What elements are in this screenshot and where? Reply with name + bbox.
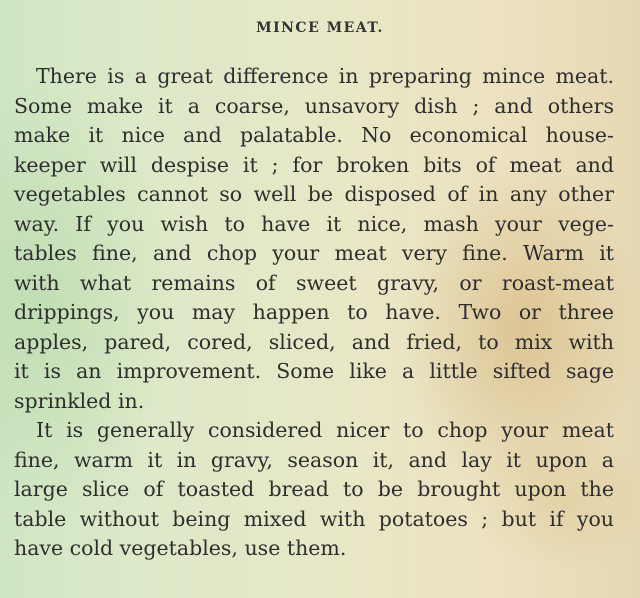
text-line: drippings, you may happen to have. Two or three <box>14 300 614 324</box>
text-line: vegetables cannot so well be disposed of in any other <box>14 182 614 206</box>
text-line: Some make it a coarse, unsavory dish ; and others <box>14 93 614 118</box>
text-line: large slice of toasted bread to be brought upon the <box>14 477 614 501</box>
text-line: sprinkled in. <box>14 388 145 413</box>
text-line: tables fine, and chop your meat very fine. Warm it <box>14 241 614 265</box>
text-line: it is an improvement. Some like a little sifted sage <box>14 359 614 383</box>
text-line: apples, pared, cored, sliced, and fried, to mix with <box>14 329 614 354</box>
text-line: It is generally considered nicer to chop your meat <box>36 418 614 442</box>
recipe-text <box>14 62 614 564</box>
text-line: fine, warm it in gravy, season it, and lay it upon a <box>14 447 614 472</box>
text-line: have cold vegetables, use them. <box>14 536 347 560</box>
text-line: keeper will despise it ; for broken bits of meat and <box>14 152 614 177</box>
text-line: with what remains of sweet gravy, or roast-meat <box>14 270 614 295</box>
text-line: way. If you wish to have it nice, mash your vege- <box>14 211 614 236</box>
page-title: MINCE MEAT. <box>256 20 384 36</box>
text-line: make it nice and palatable. No economical house- <box>14 123 614 147</box>
text-line: table without being mixed with potatoes ; but if you <box>14 506 614 531</box>
text-line: There is a great difference in preparing mince meat. <box>36 64 614 88</box>
